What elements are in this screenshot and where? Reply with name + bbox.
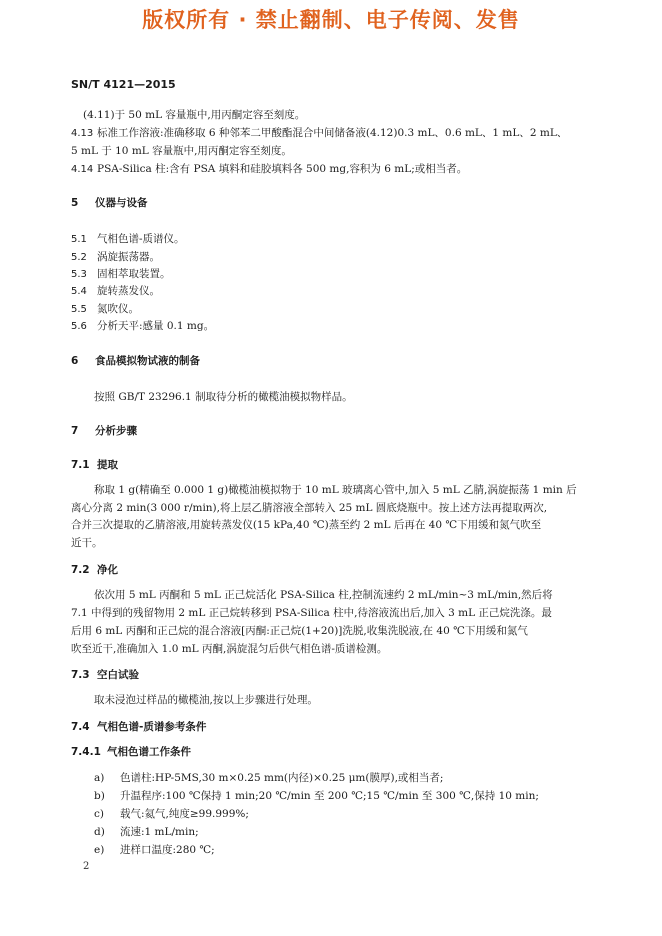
item-label: b) [94,790,105,802]
paragraph-line: 后用 6 mL 丙酮和正己烷的混合溶液[丙酮:正己烷(1+20)]洗脱,收集洗脱液,在 40 ℃下用缓和氮气 [71,625,528,637]
item-text: 进样口温度:280 ℃; [120,844,215,856]
item-text: PSA-Silica 柱:含有 PSA 填料和硅胶填料各 500 mg,容积为 6 mL;或相当者。 [97,163,468,175]
list-item [71,318,214,335]
item-text: 氮吹仪。 [97,303,139,315]
copyright-watermark: 版权所有 · 禁止翻制、电子传阅、发售 [142,8,520,32]
paragraph: 取未浸泡过样品的橄榄油,按以上步骤进行处理。 [94,694,318,706]
paragraph-line: 近干。 [71,537,103,549]
list-item [94,788,539,804]
item-number: 5.6 [71,321,87,332]
subsection-7-4-heading [71,719,206,735]
list-item [71,301,139,318]
subsection-7-1-heading [71,457,118,473]
section-title: 仪器与设备 [95,197,148,209]
item-text: 旋转蒸发仪。 [97,285,160,297]
section-5-heading [71,195,148,211]
item-number: 5.3 [71,269,87,280]
paragraph: 按照 GB/T 23296.1 制取待分析的橄榄油模拟物样品。 [94,391,353,403]
subsection-number: 7.4.1 [71,746,101,758]
list-item [94,842,215,858]
item-number: 5.1 [71,234,87,245]
subsection-7-3-heading [71,667,139,683]
item-label: c) [94,808,104,820]
section-number: 5 [71,197,79,209]
section-title: 食品模拟物试液的制备 [95,355,200,367]
page-number: 2 [83,861,90,872]
list-item [94,806,249,822]
item-number: 5.4 [71,286,87,297]
subsection-title: 气相色谱-质谱参考条件 [97,721,207,733]
reagent-continuation-line: (4.11)于 50 mL 容量瓶中,用丙酮定容至刻度。 [83,109,306,121]
paragraph-line: 离心分离 2 min(3 000 r/min),将上层乙腈溶液全部转入 25 mL 圆底烧瓶中。按上述方法再提取两次, [71,502,548,514]
item-text: 升温程序:100 ℃保持 1 min;20 ℃/min 至 200 ℃;15 ℃/min 至 300 ℃,保持 10 min; [120,790,539,802]
section-number: 7 [71,425,79,437]
list-item [94,824,199,840]
paragraph-line: 合并三次提取的乙腈溶液,用旋转蒸发仪(15 kPa,40 ℃)蒸至约 2 mL 后再在 40 ℃下用缓和氮气吹至 [71,519,542,531]
paragraph-line: 称取 1 g(精确至 0.000 1 g)橄榄油模拟物于 10 mL 玻璃离心管中,加入 5 mL 乙腈,涡旋振荡 1 min 后 [94,484,577,496]
list-item [94,770,443,786]
item-4-13 [71,125,567,142]
subsection-number: 7.4 [71,721,90,733]
paragraph-line: 吹至近干,准确加入 1.0 mL 丙酮,涡旋混匀后供气相色谱-质谱检测。 [71,643,388,655]
item-text: 流速:1 mL/min; [120,826,199,838]
item-4-13-cont: 5 mL 于 10 mL 容量瓶中,用丙酮定容至刻度。 [71,145,292,157]
item-number: 4.14 [71,164,94,175]
subsection-number: 7.2 [71,564,90,576]
standard-number: SN/T 4121—2015 [71,78,176,91]
paragraph-line: 依次用 5 mL 丙酮和 5 mL 正己烷活化 PSA-Silica 柱,控制流速约 2 mL/min~3 mL/min,然后将 [94,589,553,601]
item-number: 4.13 [71,128,94,139]
subsection-title: 空白试验 [97,669,139,681]
subsection-title: 净化 [97,564,118,576]
subsection-title: 气相色谱工作条件 [107,746,191,758]
subsection-7-4-1-heading [71,744,191,760]
item-label: a) [94,772,105,784]
item-number: 5.5 [71,304,87,315]
section-title: 分析步骤 [95,425,137,437]
item-label: e) [94,844,105,856]
item-text: 标准工作溶液:准确移取 6 种邻苯二甲酸酯混合中间储备液(4.12)0.3 mL、0.6 mL、1 mL、2 mL、 [97,127,568,139]
list-item [71,266,171,283]
item-label: d) [94,826,105,838]
item-text: 分析天平:感量 0.1 mg。 [97,320,215,332]
subsection-title: 提取 [97,459,118,471]
item-4-14 [71,161,467,178]
section-number: 6 [71,355,79,367]
subsection-number: 7.1 [71,459,90,471]
list-item [71,249,160,266]
list-item [71,283,160,300]
list-item [71,231,185,248]
subsection-number: 7.3 [71,669,90,681]
item-text: 固相萃取装置。 [97,268,171,280]
paragraph-line: 7.1 中得到的残留物用 2 mL 正己烷转移到 PSA-Silica 柱中,待溶液流出后,加入 3 mL 正己烷洗涤。最 [71,607,552,619]
item-text: 载气:氦气,纯度≥99.999%; [120,808,249,820]
item-text: 涡旋振荡器。 [97,251,160,263]
item-text: 色谱柱:HP-5MS,30 m×0.25 mm(内径)×0.25 μm(膜厚),或相当者; [120,772,444,784]
section-7-heading [71,423,137,439]
section-6-heading [71,353,200,369]
item-text: 气相色谱-质谱仪。 [97,233,185,245]
item-number: 5.2 [71,252,87,263]
subsection-7-2-heading [71,562,118,578]
